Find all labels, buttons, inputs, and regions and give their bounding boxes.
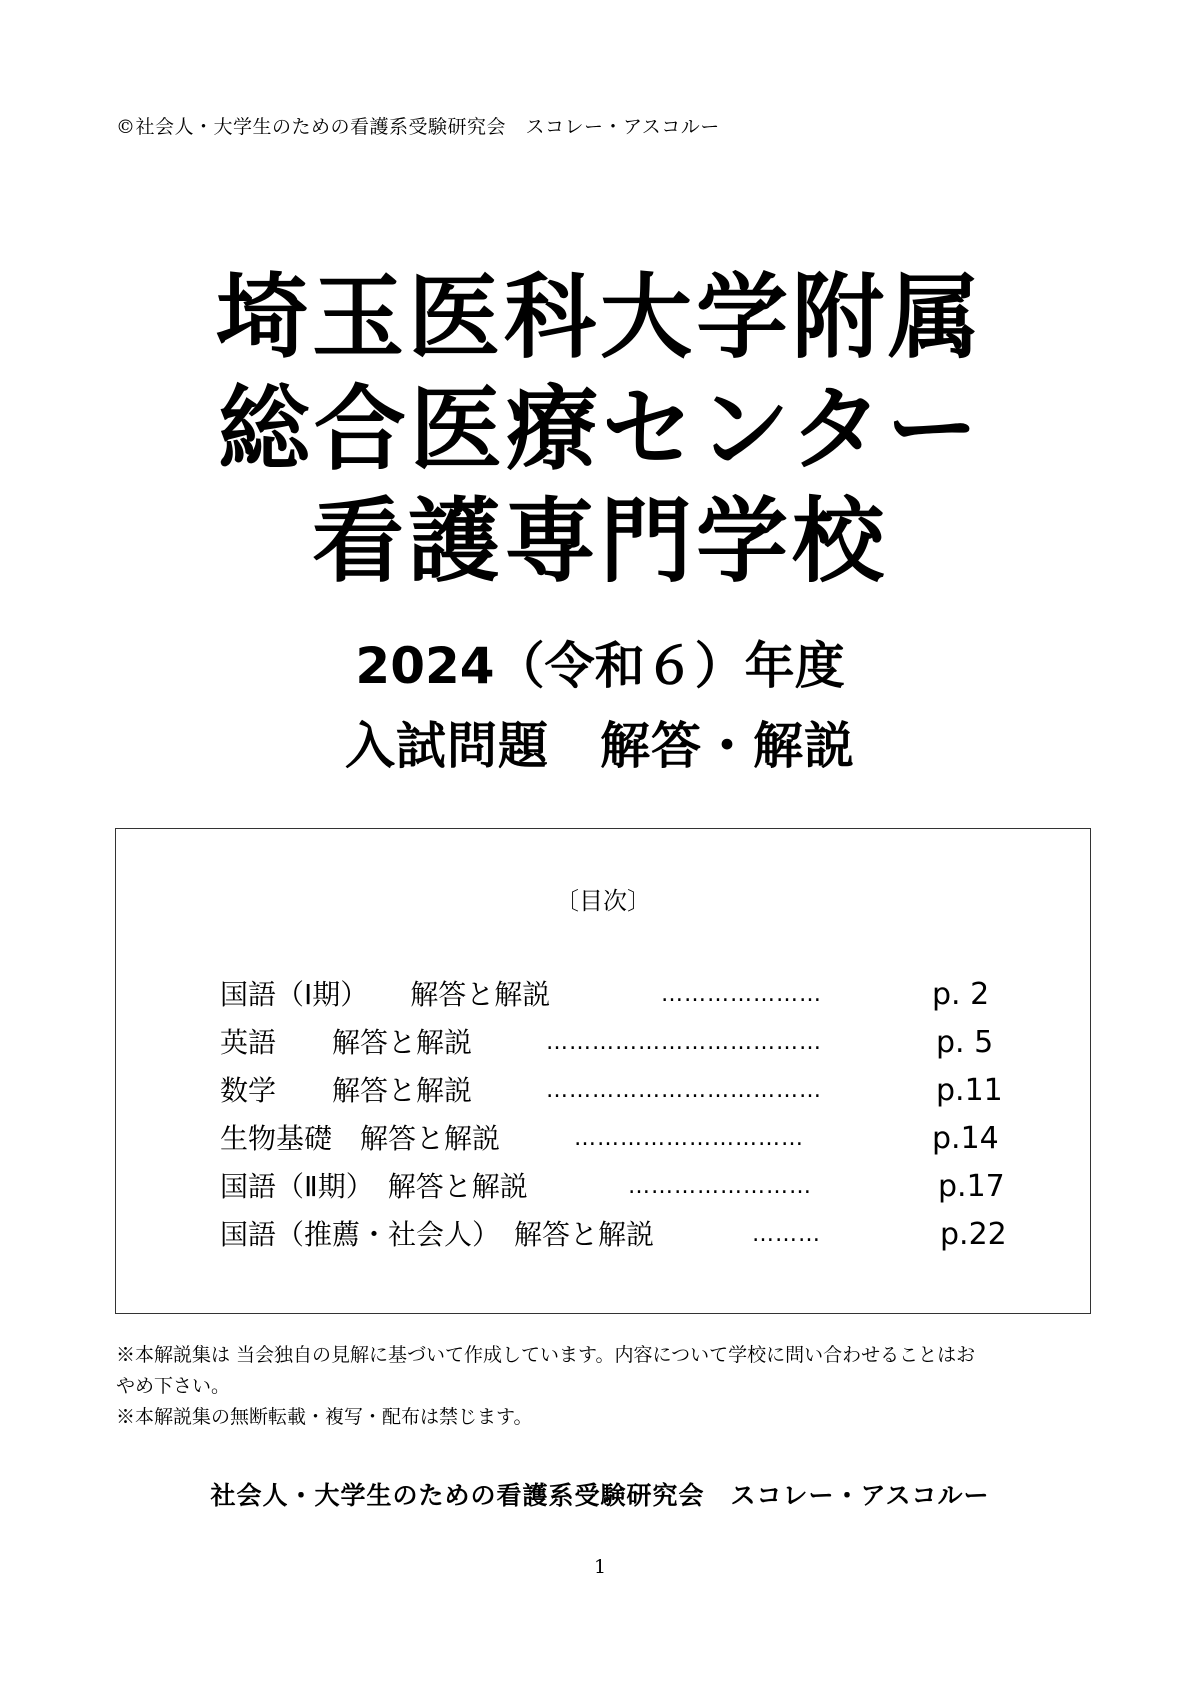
toc-item-label: 英語 解答と解説: [220, 1026, 473, 1059]
copyright-header: ©社会人・大学生のための看護系受験研究会 スコレー・アスコルー: [116, 116, 720, 138]
toc-item-leader: ……………………: [628, 1174, 812, 1199]
toc-item: [116, 971, 1090, 1019]
publisher-name: 社会人・大学生のための看護系受験研究会 スコレー・アスコルー: [210, 1481, 990, 1510]
toc-item: [116, 1019, 1090, 1067]
toc-item-page: p.11: [936, 1073, 1003, 1108]
toc-item-page: p. 5: [936, 1025, 994, 1060]
toc-item-label: 国語（Ⅱ期） 解答と解説: [220, 1170, 528, 1203]
page-number: 1: [593, 1556, 607, 1578]
note-line: やめ下さい。: [116, 1375, 231, 1397]
toc-item-page: p.14: [932, 1121, 999, 1156]
exam-year: 2024（令和６）年度: [355, 637, 845, 695]
toc-item-label: 国語（Ⅰ期） 解答と解説: [220, 978, 551, 1011]
toc-item: [116, 1067, 1090, 1115]
toc-item-page: p.17: [938, 1169, 1005, 1204]
toc-list: [116, 829, 1090, 1313]
note-line: ※本解説集の無断転載・複写・配布は禁じます。: [116, 1406, 533, 1428]
toc-item-page: p.22: [940, 1217, 1007, 1252]
toc-item-leader: …………………: [661, 982, 822, 1007]
document-title: [0, 262, 1200, 598]
toc-item-label: 生物基礎 解答と解説: [220, 1122, 501, 1155]
toc-item-leader: ………: [752, 1222, 821, 1247]
title-line-2: 総合医療センター: [217, 376, 983, 483]
title-line-1: 埼玉医科大学附属: [215, 264, 984, 371]
toc-item-page: p. 2: [932, 977, 990, 1012]
toc-item: [116, 1211, 1090, 1259]
title-line-3: 看護専門学校: [311, 488, 888, 595]
table-of-contents: [115, 828, 1091, 1314]
exam-subtitle: 入試問題 解答・解説: [345, 717, 855, 775]
toc-item-label: 国語（推薦・社会人） 解答と解説: [220, 1218, 655, 1251]
toc-item-label: 数学 解答と解説: [220, 1074, 473, 1107]
note-line: ※本解説集は 当会独自の見解に基づいて作成しています。内容について学校に問い合わせることはお: [116, 1344, 976, 1366]
toc-item-leader: ………………………………: [546, 1030, 822, 1055]
toc-item: [116, 1115, 1090, 1163]
toc-item-leader: …………………………: [574, 1126, 804, 1151]
toc-item-leader: ………………………………: [546, 1078, 822, 1103]
toc-heading: 〔目次〕: [555, 887, 651, 915]
disclaimer-notes: [116, 1340, 1096, 1433]
toc-item: [116, 1163, 1090, 1211]
